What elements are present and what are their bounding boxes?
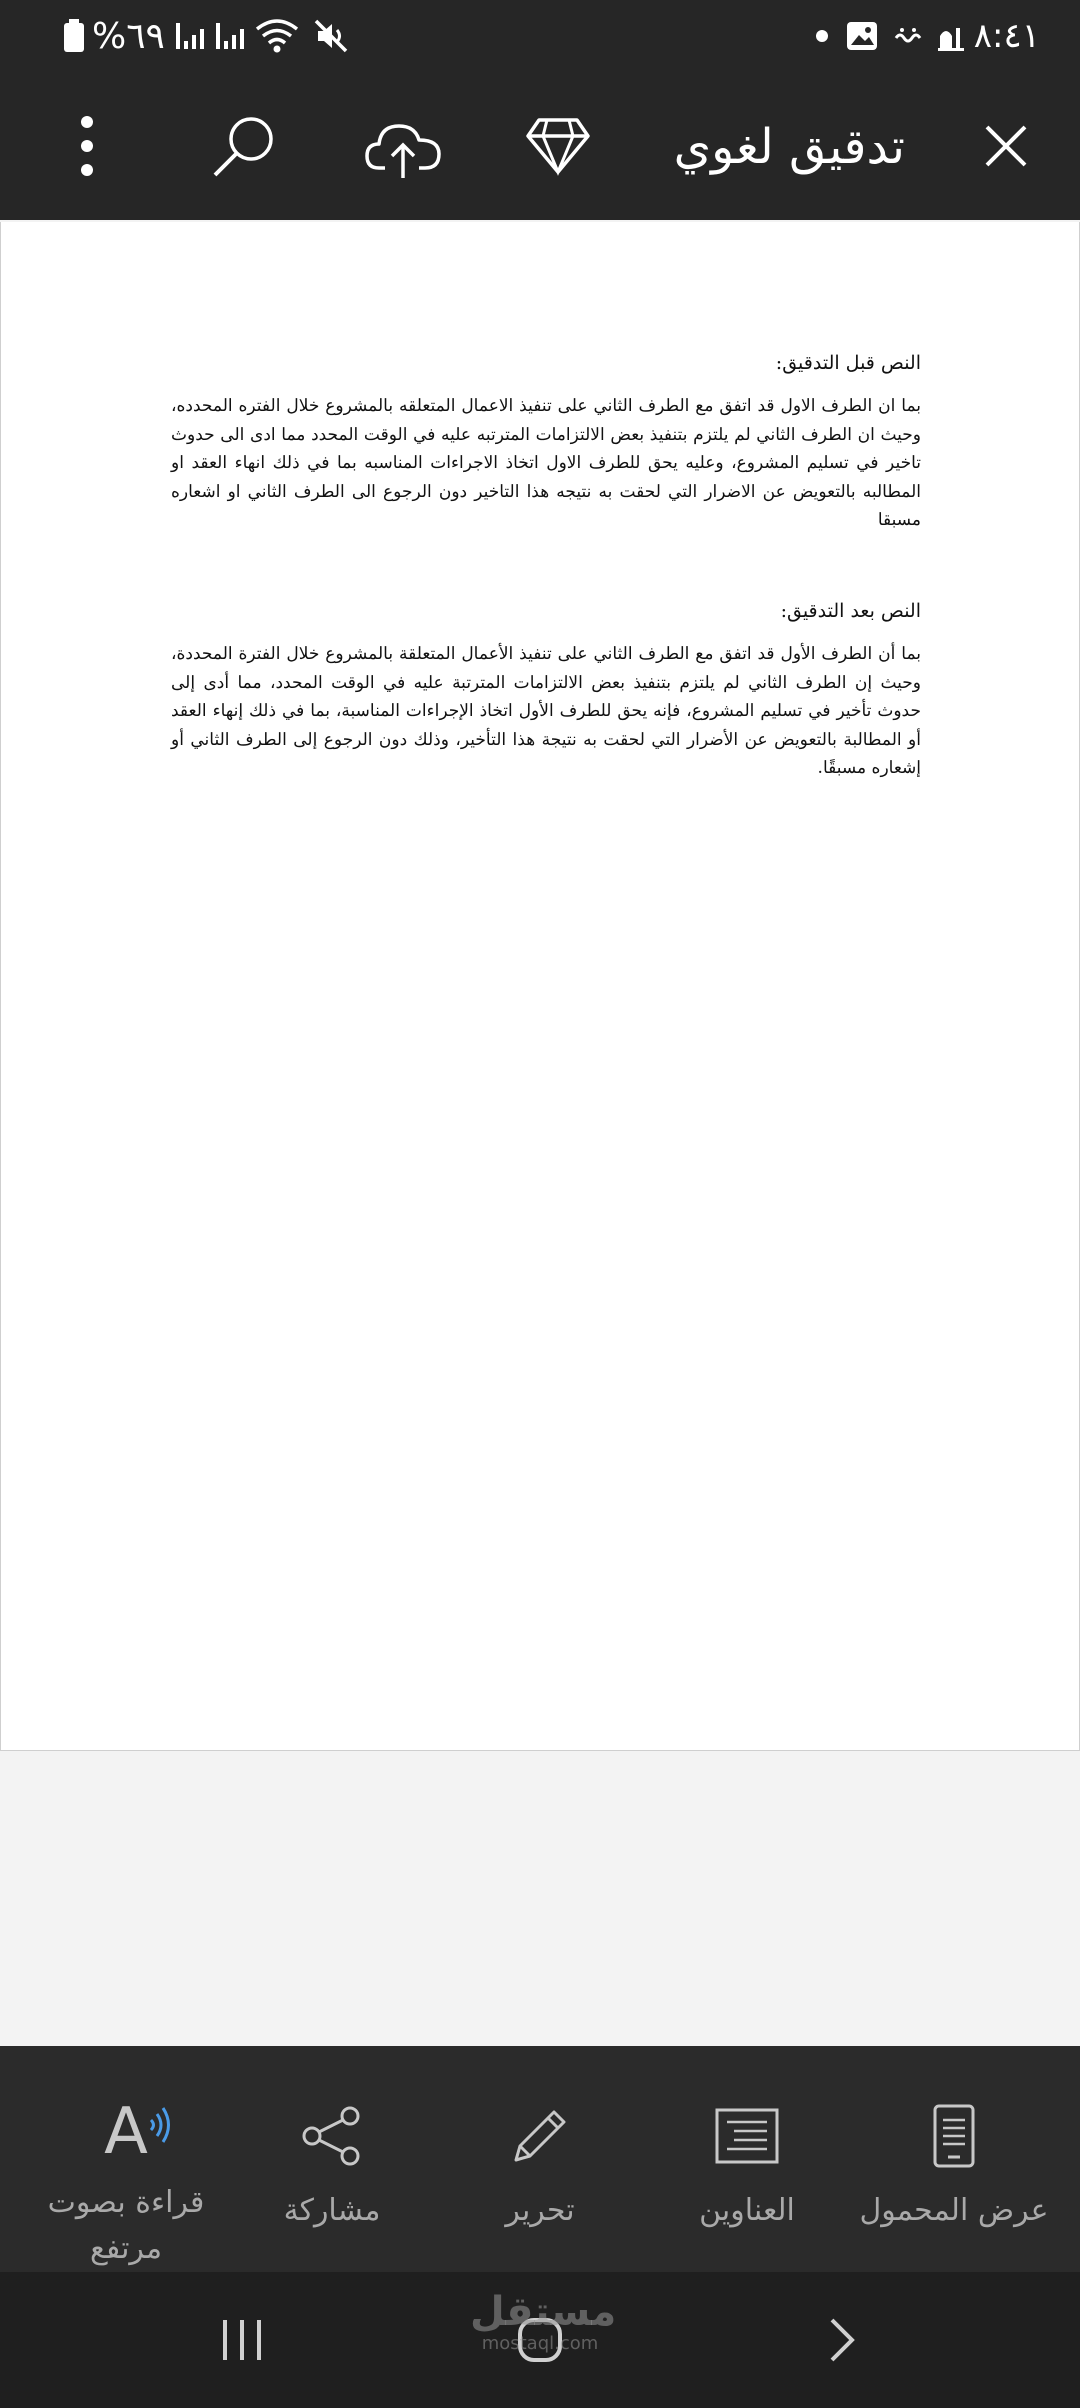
share-icon <box>287 2096 377 2176</box>
read-aloud-letter: A <box>104 2095 148 2169</box>
document-page[interactable] <box>0 222 1080 1751</box>
notification-icon <box>934 12 970 60</box>
edit-label: تحرير <box>505 2193 575 2228</box>
wifi-icon <box>254 12 300 60</box>
share-button[interactable] <box>232 2046 432 2272</box>
back-icon[interactable] <box>810 2302 874 2378</box>
headings-icon <box>702 2096 792 2176</box>
signal-icon <box>214 12 248 60</box>
pencil-icon <box>495 2096 585 2176</box>
diamond-icon[interactable] <box>518 106 598 186</box>
after-heading: النص بعد التدقيق: <box>780 600 921 622</box>
signal-icon <box>174 12 208 60</box>
mobile-view-button[interactable] <box>854 2046 1054 2272</box>
headings-label: العناوين <box>699 2193 795 2228</box>
close-icon[interactable] <box>968 108 1044 184</box>
read-aloud-button[interactable] <box>26 2046 226 2272</box>
more-vertical-icon[interactable] <box>62 108 112 184</box>
image-icon <box>844 12 880 60</box>
watermark-latin: mostaql.com <box>481 2333 599 2354</box>
watermark <box>470 2289 617 2370</box>
search-icon[interactable] <box>204 106 284 186</box>
phone-icon <box>909 2096 999 2176</box>
read-aloud-label: قراءة بصوت مرتفع <box>47 2185 205 2266</box>
before-paragraph: بما ان الطرف الاول قد اتفق مع الطرف الثاني على تنفيذ الاعمال المتعلقه بالمشروع خلال الفتره المحدده، وحيث ان الطرف الثاني لم يلتزم بتنفيذ بعض الالتزامات المترتبه عليه في الوقت المحدد مما ادى الى حدوث تاخير في تسليم المشروع، وعليه يحق للطرف الاول اتخاذ الاجراءات المناسبه بما في ذلك انهاء العقد او المطالبه بالتعويض عن الاضرار التي لحقت به نتيجه هذا التاخير دون الرجوع الى الطرف الثاني او اشعاره مسبقا <box>171 396 921 530</box>
watermark-arabic: مستقل <box>470 2289 617 2335</box>
recent-apps-icon[interactable] <box>210 2302 274 2378</box>
document-title: تدقيق لغوي <box>673 119 905 175</box>
mute-icon <box>312 12 350 60</box>
before-heading: النص قبل التدقيق: <box>775 352 921 374</box>
mobile-view-label: عرض المحمول <box>859 2193 1049 2228</box>
battery-percent: %٦٩ <box>92 15 165 57</box>
bottom-toolbar <box>0 2046 1080 2272</box>
dot-icon <box>814 12 830 60</box>
status-bar <box>0 0 1080 72</box>
notification-icon <box>892 12 928 60</box>
battery-icon <box>62 12 86 60</box>
edit-button[interactable] <box>440 2046 640 2272</box>
share-label: مشاركة <box>283 2193 381 2228</box>
app-bar <box>0 72 1080 220</box>
headings-button[interactable] <box>647 2046 847 2272</box>
after-paragraph: بما أن الطرف الأول قد اتفق مع الطرف الثاني على تنفيذ الأعمال المتعلقة بالمشروع خلال الفترة المحددة، وحيث إن الطرف الثاني لم يلتزم بتنفيذ بعض الالتزامات المترتبة عليه في الوقت المحدد، مما أدى إلى حدوث تأخير في تسليم المشروع، فإنه يحق للطرف الأول اتخاذ الإجراءات المناسبة، بما في ذلك إنهاء العقد أو المطالبة بالتعويض عن الأضرار التي لحقت به نتيجة هذا التأخير، وذلك دون الرجوع إلى الطرف الثاني أو إشعاره مسبقًا. <box>171 644 921 778</box>
read-aloud-icon <box>81 2096 171 2168</box>
cloud-upload-icon[interactable] <box>360 106 446 192</box>
clock: ٨:٤١ <box>973 16 1040 56</box>
